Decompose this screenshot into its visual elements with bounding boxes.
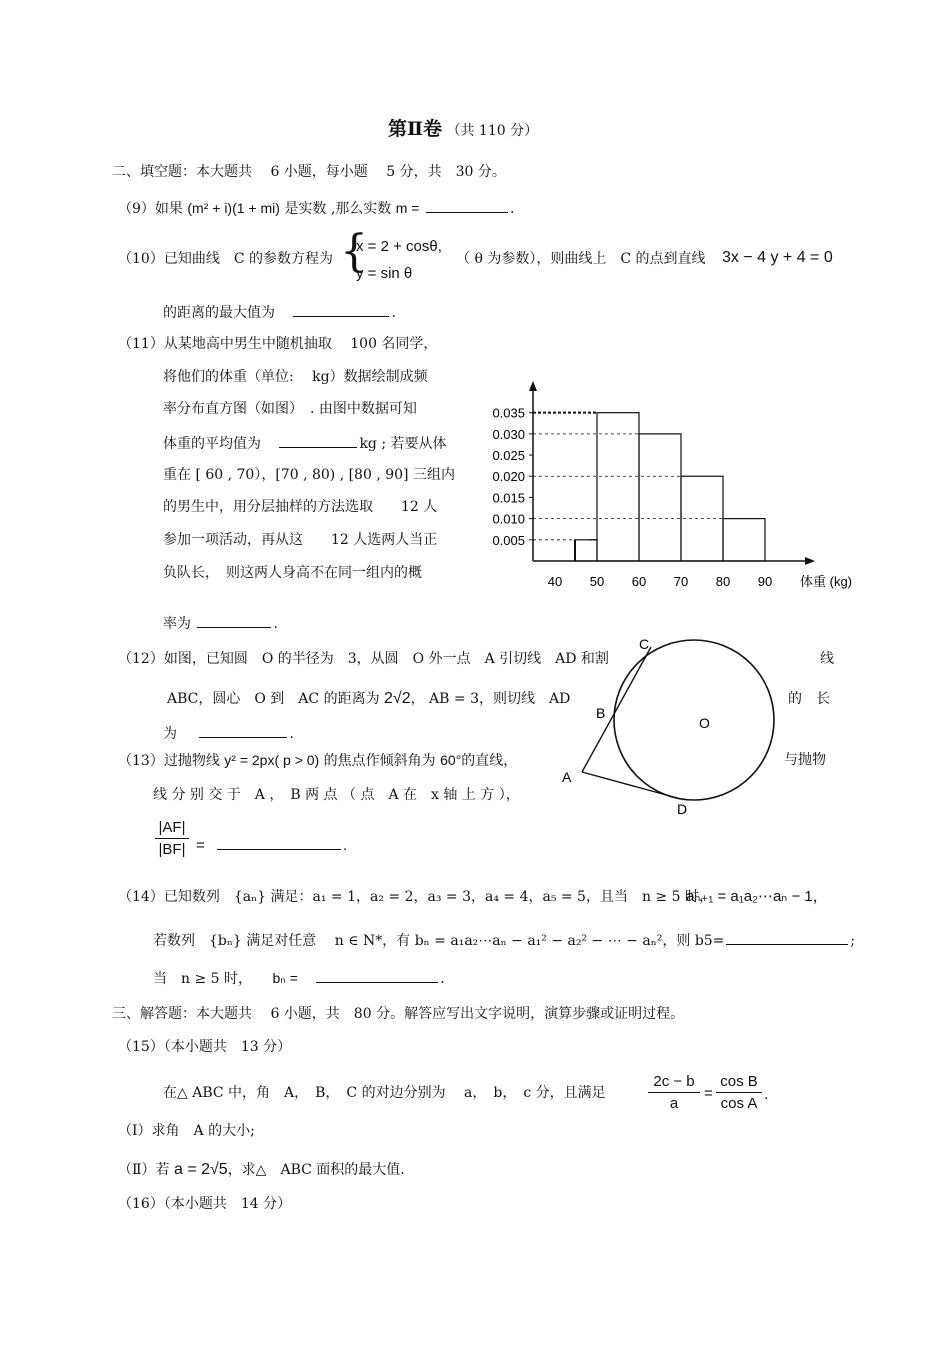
y-tick-label-5: 0.030 xyxy=(492,426,525,442)
q15-fraction-right xyxy=(716,1073,762,1112)
q13-equals xyxy=(196,835,347,855)
q13-fraction xyxy=(155,819,189,858)
bar-1 xyxy=(597,413,639,561)
q15-equals: = xyxy=(704,1085,713,1102)
y-tick-label-0: 0.005 xyxy=(492,532,525,548)
q11-probability-blank[interactable] xyxy=(197,613,271,628)
q14-c: 当 n ≥ 5 时， xyxy=(153,971,253,987)
q11-line-9-text: 率为 xyxy=(163,616,191,632)
q11-line-1: （11）从某地高中男生中随机抽取 100 名同学， xyxy=(118,336,438,352)
q11-mean-blank[interactable] xyxy=(279,433,357,448)
circle-o xyxy=(614,640,774,800)
q10-answer-blank[interactable] xyxy=(293,302,389,317)
y-tick-label-3: 0.020 xyxy=(492,469,525,485)
q10-text-c xyxy=(163,302,396,322)
section-fill-in-header: 二、填空题：本大题共 6 小题，每小题 5 分，共 30 分。 xyxy=(112,164,506,180)
q14-b5-blank[interactable] xyxy=(726,930,848,945)
q12-text-a: （12）如图，已知圆 O 的半径为 3，从圆 O 外一点 A 引切线 AD 和割 xyxy=(118,651,609,667)
q11-line-3: 率分布直方图（如图） . 由图中数据可知 xyxy=(163,401,417,417)
q13-angle: 60° xyxy=(440,752,462,768)
bar-4 xyxy=(723,519,765,561)
label-a: A xyxy=(562,769,572,785)
q15-fraction-left xyxy=(648,1073,700,1112)
q12-text-c xyxy=(163,723,294,743)
x-tick-label-3: 70 xyxy=(673,574,689,589)
secant-line-abc xyxy=(582,647,651,772)
q12-b: ABC，圆心 O 到 AC 的距离为 xyxy=(167,691,380,707)
x-tick-label-1: 50 xyxy=(589,574,605,589)
q10-text-b: （ θ 为参数），则曲线上 C 的点到直线 xyxy=(456,251,706,267)
q15-p2-a: （Ⅱ）若 xyxy=(118,1162,170,1178)
q11-line-5: 重在 [ 60 , 70），[70 , 80) , [80 , 90] 三组内 xyxy=(163,467,455,483)
q10-eq-1: x = 2 + cosθ, xyxy=(356,238,442,255)
q12-b2: ， AB = 3，则切线 AD xyxy=(410,691,571,707)
q15-p2-b: ，求△ ABC 面积的最大值. xyxy=(227,1162,405,1178)
bar-0 xyxy=(575,540,597,561)
q9-text: （9）如果 xyxy=(118,201,183,217)
q15-text-a: 在△ ABC 中，角 A， B， C 的对边分别为 a， b， c 分，且满足 xyxy=(163,1085,606,1101)
q10-brace: { xyxy=(340,226,368,277)
q10-eq-2: y = sin θ xyxy=(356,265,413,282)
label-d: D xyxy=(677,801,688,817)
label-c: C xyxy=(639,636,650,652)
frequency-histogram xyxy=(470,378,870,600)
q13-a: （13）过抛物线 xyxy=(118,753,220,769)
q14-bn: bₙ = xyxy=(272,970,298,986)
q13-text-d: 线 分 别 交 于 A ， B 两 点 （ 点 A 在 x 轴 上 方 ）， xyxy=(153,787,520,803)
q13-period: . xyxy=(342,837,348,854)
page-title xyxy=(388,120,538,140)
q15-numerator-right: cos B xyxy=(720,1073,758,1090)
title-sub: （共 110 分） xyxy=(446,123,539,139)
circle-tangent-figure xyxy=(555,630,785,820)
q13-c: 的直线， xyxy=(461,753,518,769)
q11-line-7: 参加一项活动，再从这 12 人选两人当正 xyxy=(163,532,438,548)
q10-line-equation: 3x − 4 y + 4 = 0 xyxy=(722,249,833,266)
q12-distance: 2√2 xyxy=(384,690,411,707)
q13-text-a xyxy=(118,751,517,770)
q10-text-a: （10）已知曲线 C 的参数方程为 xyxy=(118,251,333,267)
y-tick-label-1: 0.010 xyxy=(492,511,525,527)
q11-line-8: 负队长， 则这两人身高不在同一组内的概 xyxy=(163,565,422,581)
x-axis-arrow xyxy=(805,557,815,565)
q15-part-1: （Ⅰ）求角 A 的大小; xyxy=(118,1123,255,1139)
q10-period: . xyxy=(391,305,396,321)
q9-period: . xyxy=(509,201,515,217)
q13-numerator: |AF| xyxy=(158,819,186,836)
q13-text-c-end: 与抛物 xyxy=(784,752,826,768)
q9-expression: (m² + i)(1 + mi) xyxy=(187,200,280,216)
q11-period: . xyxy=(273,616,278,632)
y-tick-label-2: 0.015 xyxy=(492,490,525,506)
q15-part-2 xyxy=(118,1161,405,1179)
y-tick-label-4: 0.025 xyxy=(492,448,525,464)
x-tick-label-2: 60 xyxy=(631,574,647,589)
bar-2 xyxy=(639,434,681,561)
y-axis-arrow xyxy=(529,381,537,391)
q11-after-blank: kg ; 若要从体 xyxy=(359,436,447,452)
q15-heading: （15）（本小题共 13 分） xyxy=(118,1039,292,1055)
q12-c: 为 xyxy=(163,726,177,742)
q10-c: 的距离的最大值为 xyxy=(163,305,275,321)
y-tick-label-6: 0.035 xyxy=(492,405,525,421)
q9-answer-blank[interactable] xyxy=(426,198,508,213)
q13-denominator: |BF| xyxy=(158,841,186,858)
q12-text-b-end: 的 长 xyxy=(788,691,830,707)
q12-text-b xyxy=(167,690,570,708)
title-main: 第Ⅱ卷 xyxy=(388,118,443,140)
q14-recurrence: aₙ₊₁ = a₁a₂⋯aₙ − 1， xyxy=(686,888,828,905)
q13-eq-sign: = xyxy=(196,837,205,854)
question-9 xyxy=(118,198,514,218)
q12-text-a-end: 线 xyxy=(820,651,834,667)
q9-text-b: 是实数 ,那么实数 xyxy=(284,201,392,217)
q13-parabola: y² = 2px( p > 0) xyxy=(224,752,320,768)
q11-line-2: 将他们的体重（单位: kg）数据绘制成频 xyxy=(163,369,428,385)
label-b: B xyxy=(596,705,606,721)
tangent-line-ad xyxy=(582,772,681,799)
q13-b: 的焦点作倾斜角为 xyxy=(323,753,436,769)
q14-semicolon: ; xyxy=(850,933,856,949)
q15-denominator-right: cos A xyxy=(720,1095,758,1112)
q14-text-b xyxy=(153,930,855,950)
x-tick-label-5: 90 xyxy=(757,574,773,589)
q11-line-4 xyxy=(163,433,447,453)
q11-line-9 xyxy=(163,613,278,633)
x-tick-label-0: 40 xyxy=(547,574,563,589)
q16-heading: （16）（本小题共 14 分） xyxy=(118,1196,292,1212)
q9-variable: m = xyxy=(395,200,420,216)
section-solution-header: 三、解答题：本大题共 6 小题，共 80 分。解答应写出文字说明，演算步骤或证明过程。 xyxy=(112,1006,685,1022)
q14-text-c xyxy=(153,968,445,988)
q14-text-a: （14）已知数列 {aₙ} 满足：a₁ = 1，a₂ = 2，a₃ = 3，a₄ = 4，a₅ = 5，且当 n ≥ 5 时， xyxy=(118,889,713,905)
q12-answer-blank[interactable] xyxy=(199,723,287,738)
q14-b: 若数列 {bₙ} 满足对任意 n ∈ N*，有 bₙ = a₁a₂⋯aₙ − a₁² − a₂² − ⋯ − aₙ²，则 b5= xyxy=(153,933,725,949)
x-tick-label-4: 80 xyxy=(715,574,731,589)
q12-period: . xyxy=(289,726,294,742)
x-axis-label: 体重 (kg) xyxy=(800,574,853,589)
q13-answer-blank[interactable] xyxy=(217,835,341,850)
q15-p2-condition: a = 2√5 xyxy=(173,1161,228,1178)
label-o: O xyxy=(699,715,710,731)
q11-line-4-text: 体重的平均值为 xyxy=(163,436,261,452)
q14-period: . xyxy=(440,971,445,987)
q15-denominator-left: a xyxy=(669,1095,679,1112)
q11-line-6: 的男生中，用分层抽样的方法选取 12 人 xyxy=(163,499,438,515)
q15-numerator-left: 2c − b xyxy=(653,1073,695,1090)
q15-period: . xyxy=(764,1087,769,1103)
q14-bn-blank[interactable] xyxy=(316,968,438,983)
